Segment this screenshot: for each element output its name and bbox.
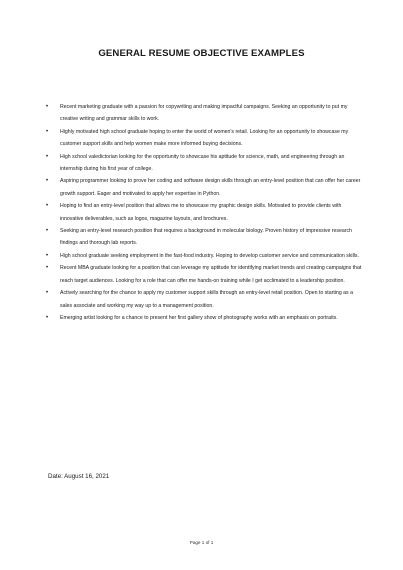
objective-text: Emerging artist looking for a chance to present her first gallery show of photography works with an emphasis on portraits. [60,314,338,321]
list-item [46,262,364,287]
bullet-icon: • [46,128,49,135]
list-item [46,101,364,126]
bullet-icon: • [46,290,49,297]
list-item [46,312,364,324]
bullet-icon: • [46,228,49,235]
document-title: GENERAL RESUME OBJECTIVE EXAMPLES [98,48,305,59]
bullet-icon: • [46,178,49,185]
document-date: Date: August 16, 2021 [48,473,110,480]
objective-text: Seeking an entry-level research position that requires a background in molecular biology. Proven history of impressive research findings and thorough lab reports. [60,228,352,247]
objective-text: Recent marketing graduate with a passion for copywriting and making impactful campaigns. Seeking an opportunity to put my creative writing and grammar skills to work. [60,104,348,123]
bullet-icon: • [46,203,49,210]
page-number: Page 1 of 1 [189,540,214,545]
objective-text: Actively searching for the chance to apply my customer support skills through an entry-level retail position. Open to starting as a sales associate and working my way up to a management position. [60,290,353,309]
list-item [46,225,364,250]
objective-list [46,101,364,324]
list-item [46,126,364,151]
list-item [46,287,364,312]
bullet-icon: • [46,252,49,259]
objective-text: High school valedictorian looking for the opportunity to showcase his aptitude for science, math, and engineering through an internship during his first year of college. [60,153,345,173]
list-item [46,200,364,225]
objective-text: Hoping to find an entry-level position that allows me to showcase my graphic design skills. Motivated to provide clients with innovative deliverables, such as logos, magazine layouts, and brochures. [60,203,342,222]
bullet-icon: • [46,104,49,110]
bullet-icon: • [46,314,49,321]
objective-text: Aspiring programmer looking to prove her coding and software design skills through an entry-level position that can offer her career growth support. Eager and motivated to apply her expertise in Python. [60,178,361,197]
list-item [46,250,364,262]
bullet-icon: • [46,265,49,272]
list-item [46,175,364,200]
objective-text: Recent MBA graduate looking for a position that can leverage my aptitude for identifying market trends and creating campaigns that reach target audiences. Looking for a role that can offer me hands-on training while I get acclimated to a leadership position. [60,265,362,284]
objective-text: Highly motivated high school graduate hoping to enter the world of women's retail. Looking for an opportunity to showcase my customer support skills and help women make more informed buying decisions. [60,128,349,148]
list-item [46,151,364,176]
bullet-icon: • [46,153,49,160]
objective-text: High school graduate seeking employment in the fast-food industry. Hoping to develop customer service and communication skills. [60,252,359,259]
